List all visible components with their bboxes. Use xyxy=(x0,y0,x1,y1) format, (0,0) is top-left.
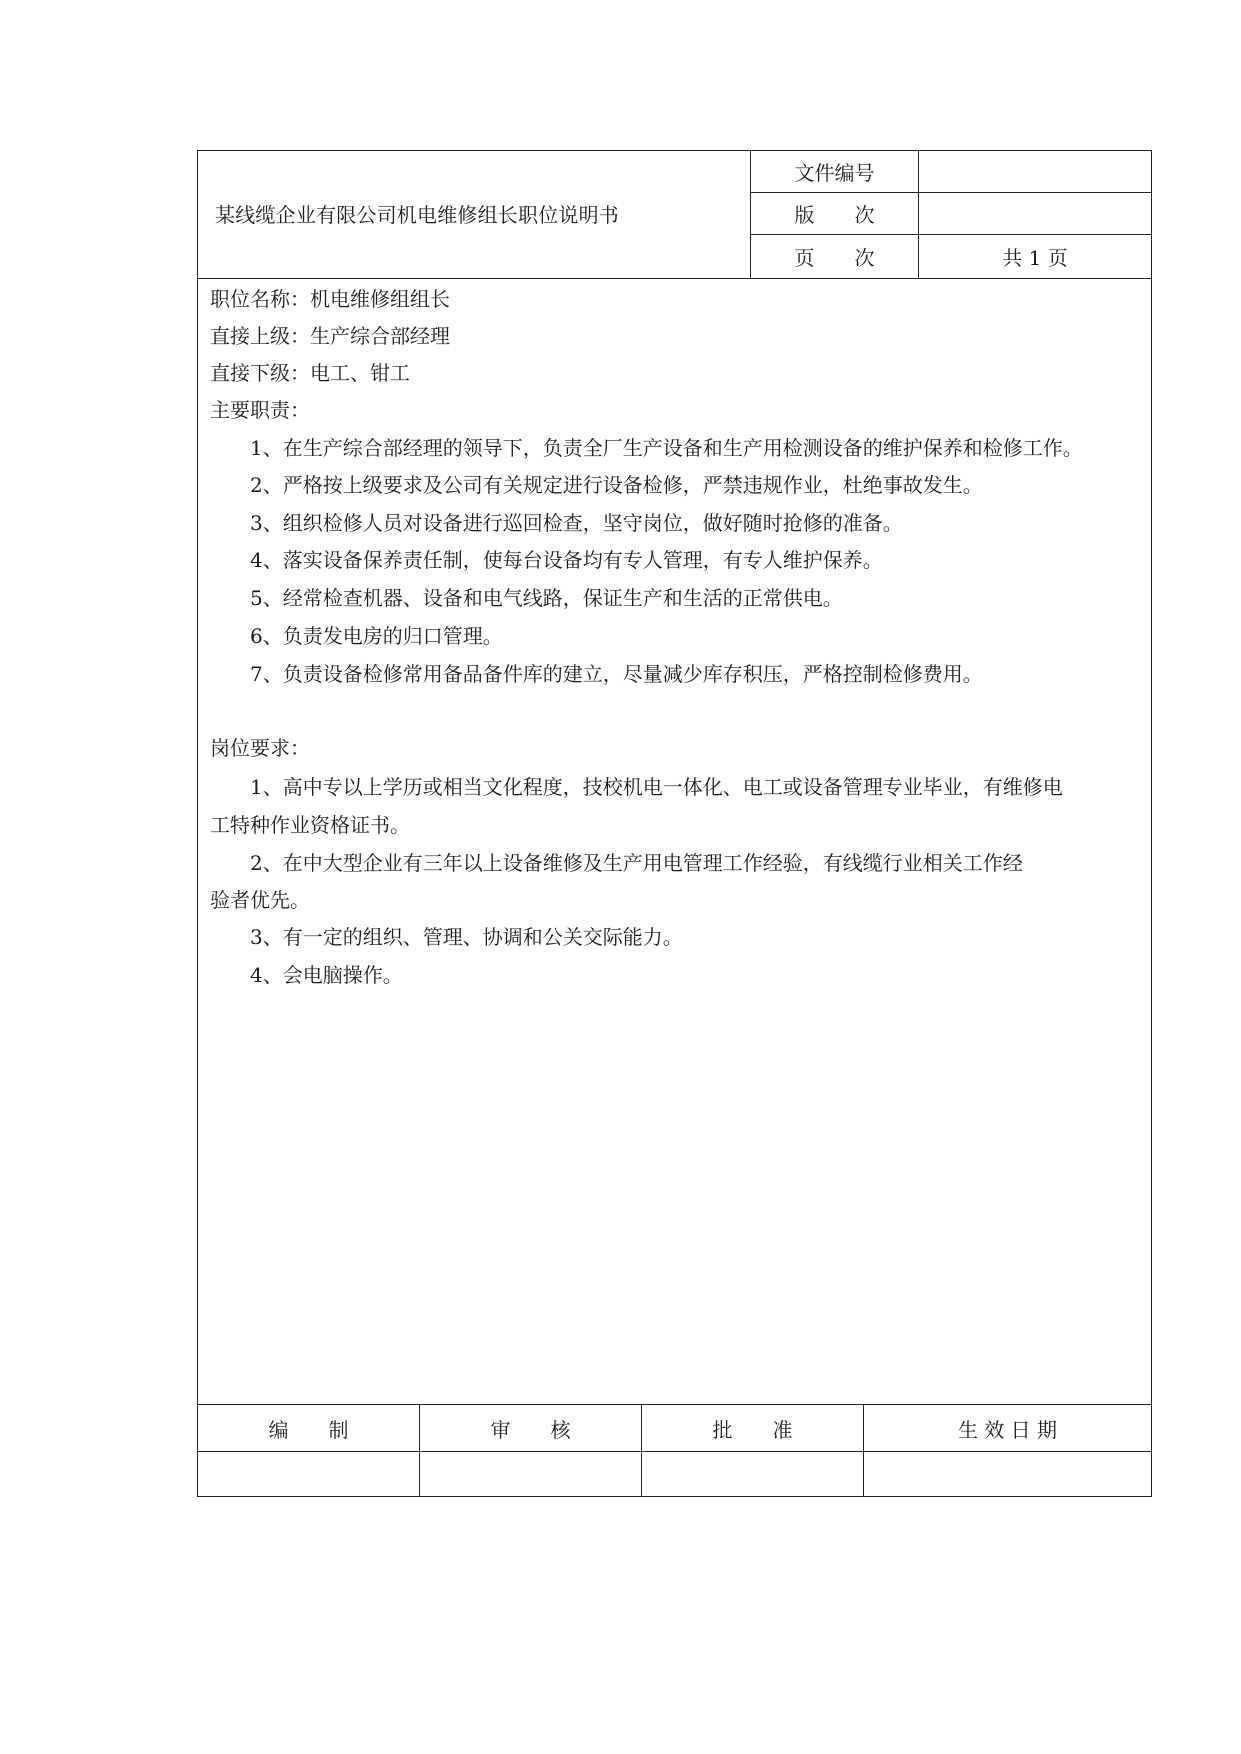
meta-label-file-number: 文件编号 xyxy=(751,151,919,192)
meta-value-page: 共 1 页 xyxy=(1002,246,1068,270)
duty-item-1: 1、在生产综合部经理的领导下，负责全厂生产设备和生产用检测设备的维护保养和检修工作。 xyxy=(250,436,1083,460)
document-header xyxy=(198,151,1151,279)
approval-value-row xyxy=(198,1452,1151,1497)
approval-header-prepared: 编 制 xyxy=(198,1405,420,1451)
approval-value-prepared xyxy=(198,1452,420,1497)
title-cell xyxy=(198,151,751,278)
meta-row-page xyxy=(751,235,1151,278)
meta-value-version xyxy=(919,193,1151,234)
meta-label-version: 版 次 xyxy=(751,193,919,234)
requirement-item-1-line-2: 工特种作业资格证书。 xyxy=(210,813,410,837)
duty-item-4: 4、落实设备保养责任制，使每台设备均有专人管理，有专人维护保养。 xyxy=(250,548,883,572)
direct-subordinate: 直接下级：电工、钳工 xyxy=(210,361,410,385)
duty-item-3: 3、组织检修人员对设备进行巡回检查，坚守岗位，做好随时抢修的准备。 xyxy=(250,511,903,535)
requirements-heading: 岗位要求： xyxy=(210,736,310,760)
meta-label-page: 页 次 xyxy=(751,235,919,278)
direct-superior: 直接上级：生产综合部经理 xyxy=(210,324,450,348)
job-description-sheet xyxy=(197,150,1152,1497)
position-name: 职位名称：机电维修组组长 xyxy=(210,287,450,311)
approval-footer xyxy=(198,1404,1151,1497)
requirement-item-1-line-1: 1、高中专以上学历或相当文化程度，技校机电一体化、电工或设备管理专业毕业，有维修电 xyxy=(250,775,1063,799)
requirement-item-3: 3、有一定的组织、管理、协调和公关交际能力。 xyxy=(250,925,683,949)
duty-item-2: 2、严格按上级要求及公司有关规定进行设备检修，严禁违规作业，杜绝事故发生。 xyxy=(250,473,983,497)
requirement-item-2-line-1: 2、在中大型企业有三年以上设备维修及生产用电管理工作经验，有线缆行业相关工作经 xyxy=(250,851,1023,875)
approval-header-reviewed: 审 核 xyxy=(420,1405,642,1451)
requirement-item-4: 4、会电脑操作。 xyxy=(250,963,403,987)
document-title: 某线缆企业有限公司机电维修组长职位说明书 xyxy=(215,203,619,227)
duties-heading: 主要职责： xyxy=(210,398,310,422)
approval-header-row xyxy=(198,1405,1151,1452)
meta-row-version xyxy=(751,193,1151,235)
approval-header-effective-date: 生 效 日 期 xyxy=(957,1417,1058,1442)
approval-value-approved xyxy=(642,1452,864,1497)
duty-item-6: 6、负责发电房的归口管理。 xyxy=(250,624,503,648)
requirement-item-2-line-2: 验者优先。 xyxy=(210,888,310,912)
approval-value-effective-date xyxy=(864,1452,1151,1497)
document-meta-table xyxy=(751,151,1151,278)
meta-value-file-number xyxy=(919,151,1151,192)
duty-item-5: 5、经常检查机器、设备和电气线路，保证生产和生活的正常供电。 xyxy=(250,586,843,610)
approval-value-reviewed xyxy=(420,1452,642,1497)
duty-item-7: 7、负责设备检修常用备品备件库的建立，尽量减少库存积压，严格控制检修费用。 xyxy=(250,662,983,686)
approval-header-approved: 批 准 xyxy=(642,1405,864,1451)
document-body xyxy=(198,279,1151,1404)
meta-row-file-number xyxy=(751,151,1151,193)
